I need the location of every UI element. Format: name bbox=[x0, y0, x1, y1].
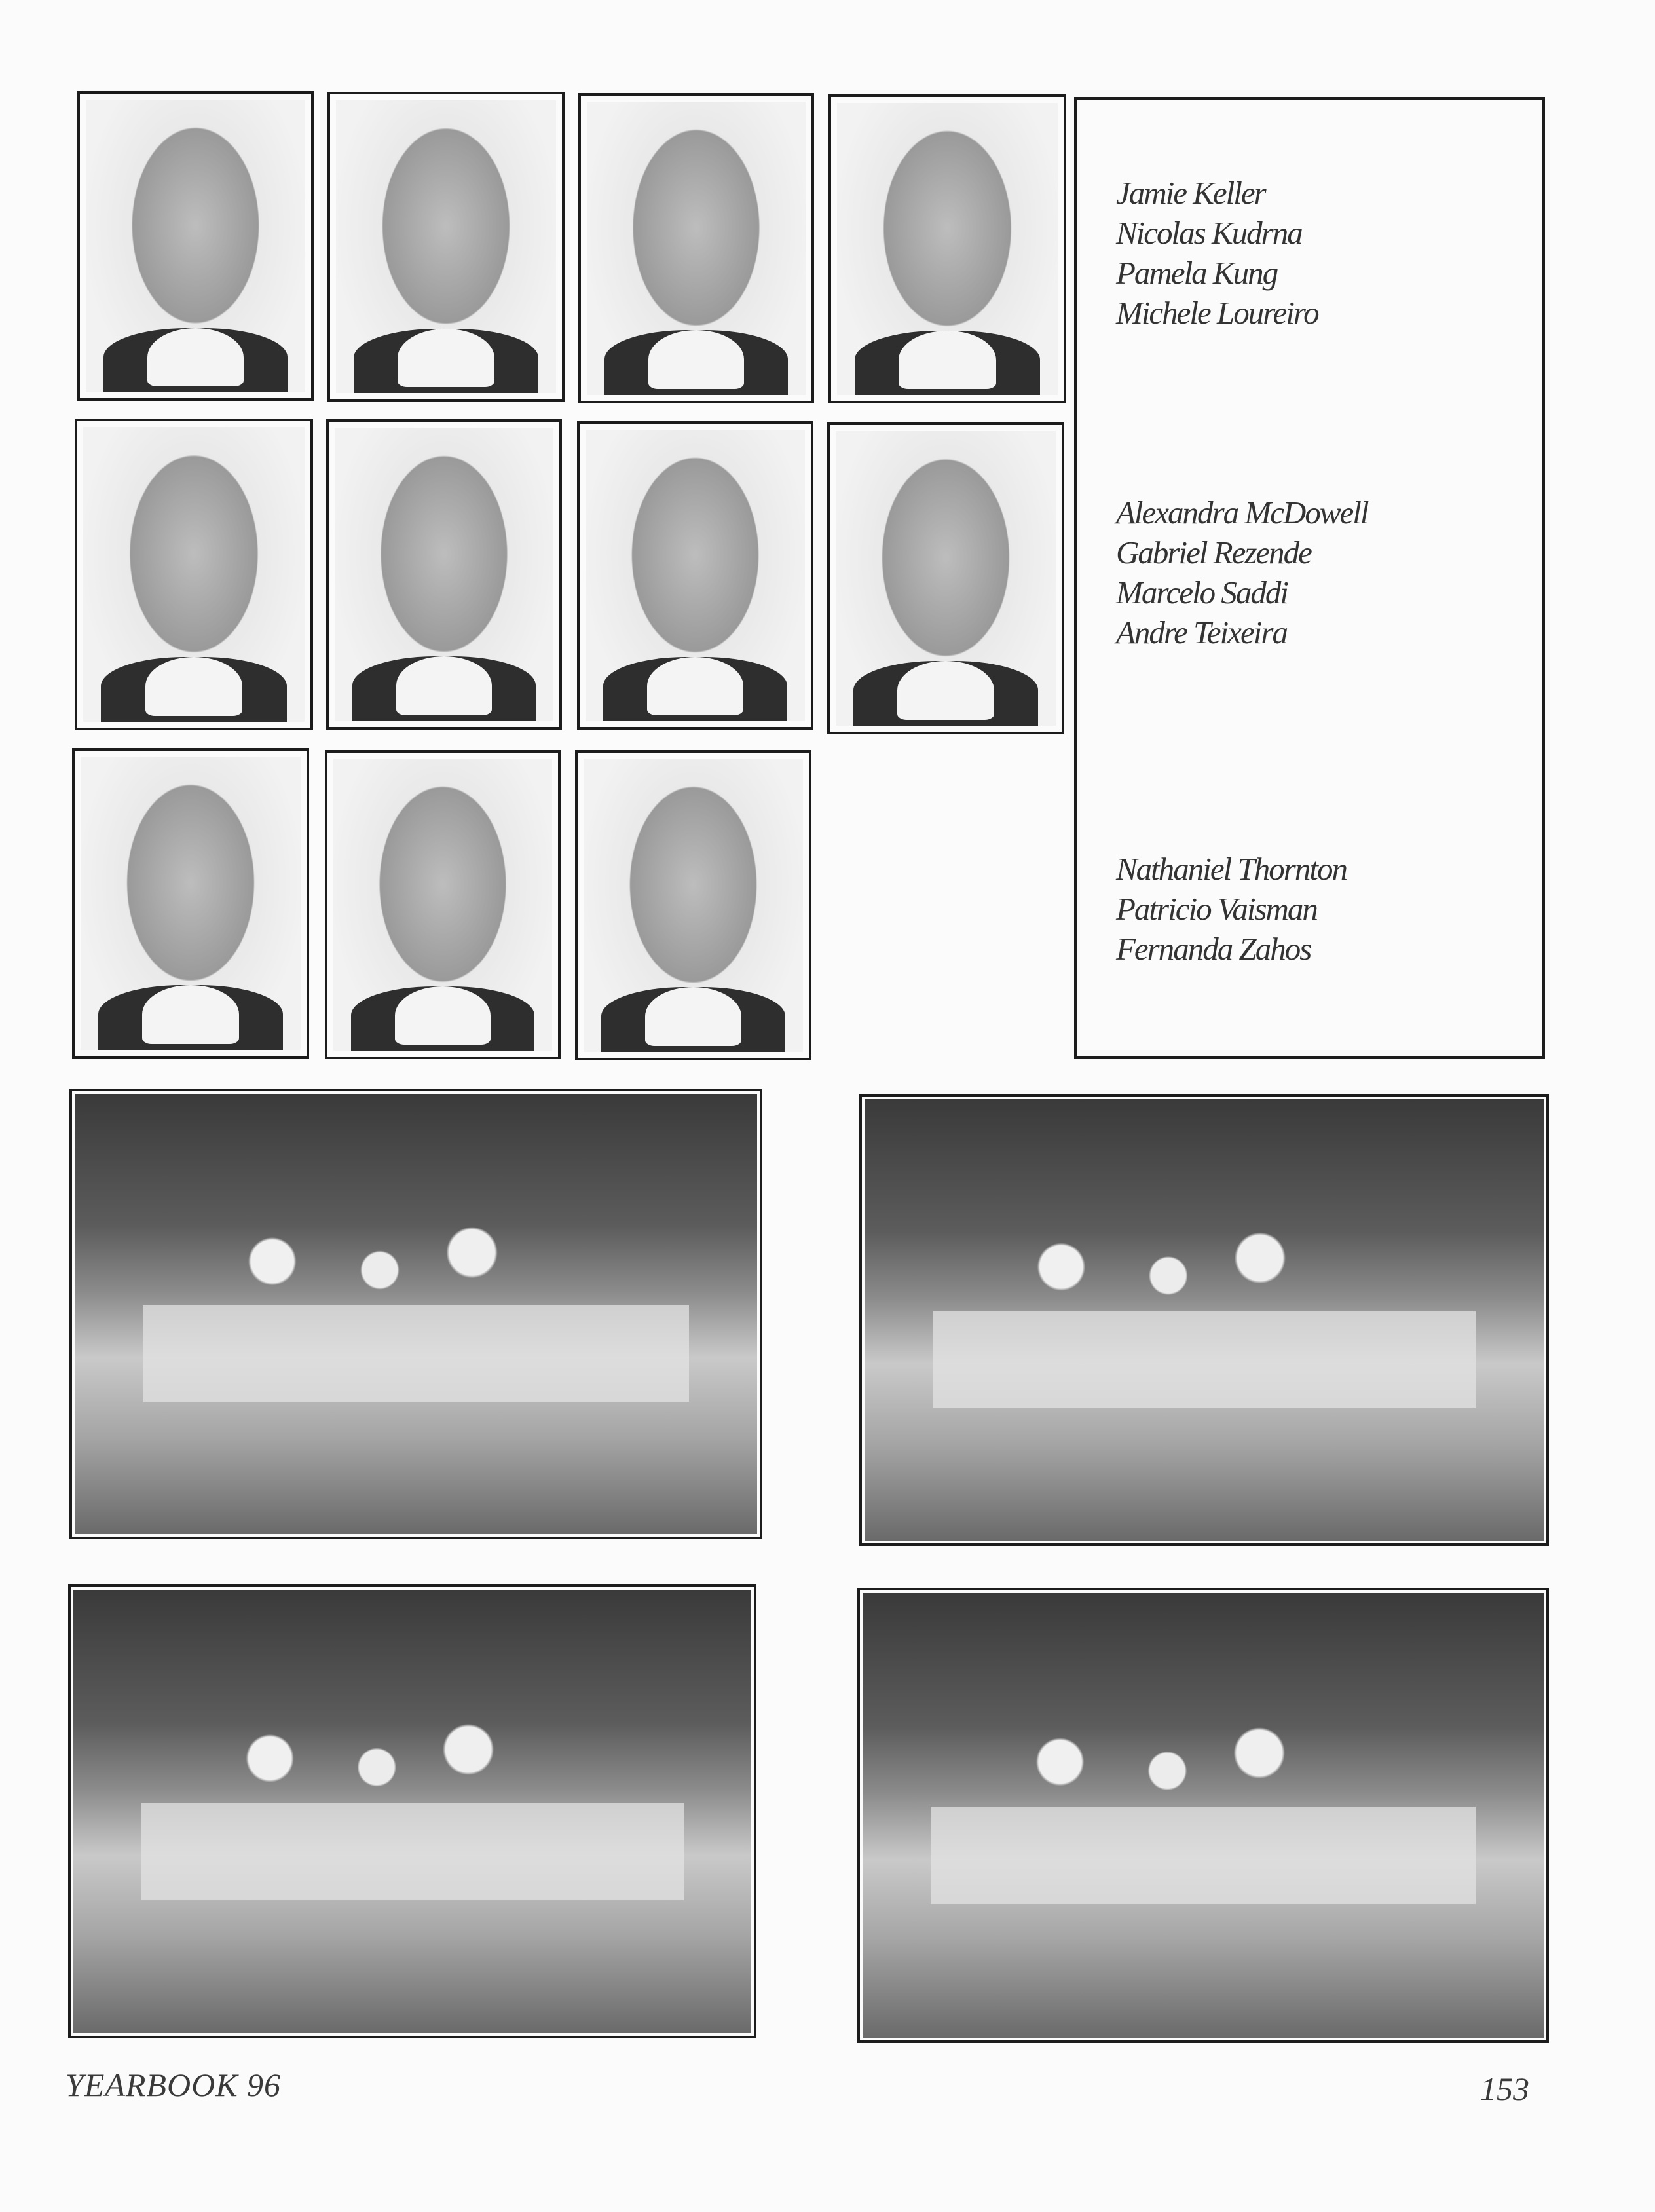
student-name: Alexandra McDowell bbox=[1116, 495, 1368, 531]
classroom-photo-image bbox=[863, 1593, 1544, 2038]
student-name: Jamie Keller bbox=[1116, 175, 1265, 211]
portrait-photo bbox=[333, 759, 552, 1051]
page-number: 153 bbox=[1480, 2071, 1529, 2107]
student-name: Andre Teixeira bbox=[1116, 614, 1287, 650]
portrait-michele-loureiro bbox=[828, 94, 1066, 403]
portrait-photo bbox=[837, 103, 1058, 395]
portrait-photo bbox=[586, 430, 805, 721]
portrait-patricio-vaisman bbox=[325, 750, 561, 1059]
portrait-marcelo-saddi bbox=[577, 421, 813, 730]
name-group-2 bbox=[1116, 493, 1367, 652]
classroom-photo-drawing bbox=[68, 1584, 756, 2038]
student-name: Patricio Vaisman bbox=[1116, 891, 1317, 927]
name-group-1 bbox=[1116, 173, 1318, 333]
student-name: Pamela Kung bbox=[1116, 255, 1278, 291]
student-names-box bbox=[1074, 97, 1545, 1059]
portrait-photo bbox=[335, 428, 553, 721]
publication-title: YEARBOOK 96 bbox=[65, 2067, 282, 2103]
portrait-photo bbox=[83, 427, 305, 722]
classroom-photo-image bbox=[73, 1590, 751, 2033]
student-name: Gabriel Rezende bbox=[1116, 534, 1311, 571]
portrait-fernanda-zahos bbox=[575, 750, 811, 1060]
portrait-photo bbox=[81, 757, 301, 1050]
portrait-photo bbox=[584, 759, 803, 1052]
student-name: Nicolas Kudrna bbox=[1116, 215, 1302, 251]
classroom-photo-round-table bbox=[857, 1588, 1549, 2043]
portrait-nathaniel-thornton bbox=[72, 748, 309, 1059]
portrait-pamela-kung bbox=[578, 93, 814, 403]
portrait-photo bbox=[836, 431, 1056, 726]
student-name: Marcelo Saddi bbox=[1116, 574, 1288, 610]
portrait-nicolas-kudrna bbox=[327, 92, 565, 402]
portrait-photo bbox=[587, 102, 806, 395]
portrait-jamie-keller bbox=[77, 91, 314, 401]
classroom-photo-teacher bbox=[69, 1089, 762, 1539]
classroom-photo-desks bbox=[859, 1094, 1549, 1546]
student-name: Fernanda Zahos bbox=[1116, 931, 1311, 967]
portrait-photo bbox=[86, 100, 305, 392]
portrait-andre-teixeira bbox=[827, 422, 1064, 734]
portrait-photo bbox=[336, 100, 556, 393]
classroom-photo-image bbox=[75, 1094, 757, 1534]
portrait-alexandra-mcdowell bbox=[75, 419, 313, 730]
name-group-3 bbox=[1116, 849, 1347, 969]
classroom-photo-image bbox=[865, 1099, 1544, 1541]
portrait-gabriel-rezende bbox=[326, 419, 562, 730]
student-name: Michele Loureiro bbox=[1116, 295, 1318, 331]
student-name: Nathaniel Thornton bbox=[1116, 851, 1347, 887]
